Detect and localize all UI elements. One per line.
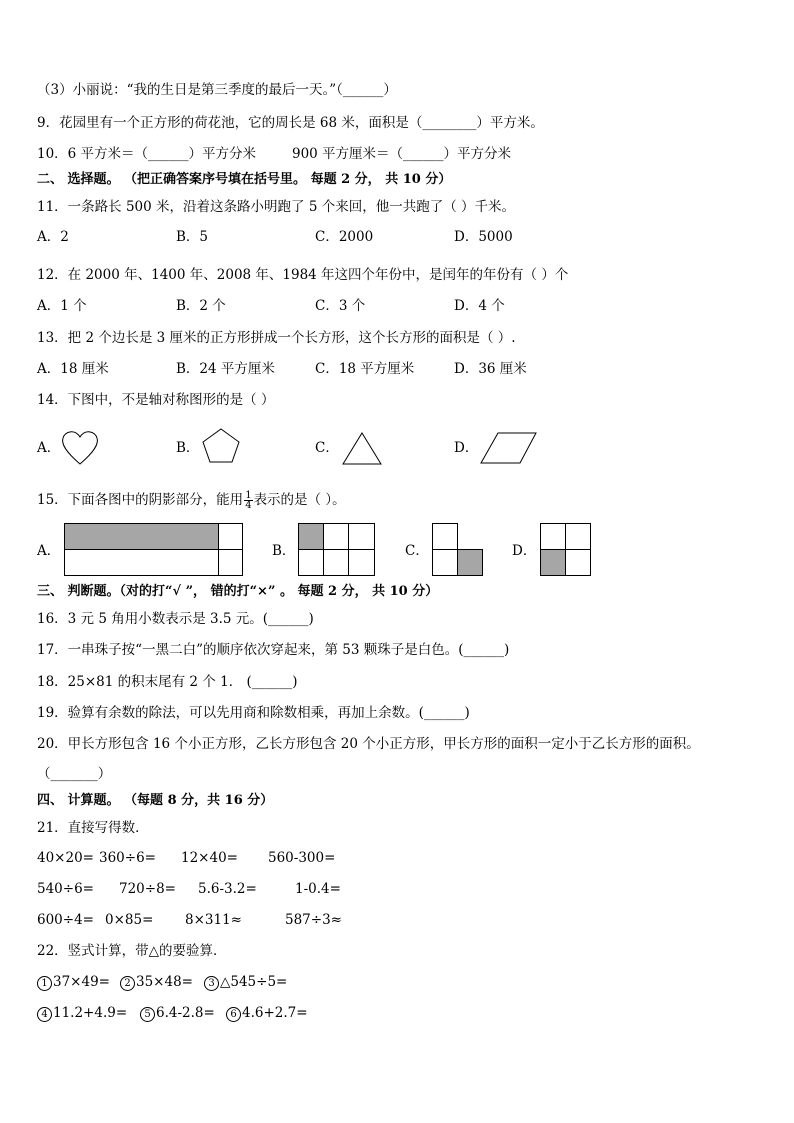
q12-option-d: D．4 个 [454, 298, 505, 314]
q13-option-b: B．24 平方厘米 [176, 361, 275, 377]
figure-b-cell [348, 523, 375, 550]
q21-item: 560-300= [268, 850, 336, 866]
question-15 [37, 489, 346, 511]
q21-item: 0×85= [105, 912, 154, 928]
question-10-part-a: 10．6 平方米＝（______）平方分米 [37, 146, 257, 162]
question-21: 21．直接写得数． [37, 820, 149, 836]
q21-item: 720÷8= [119, 881, 176, 897]
q13-option-c: C．18 平方厘米 [315, 361, 415, 377]
fraction-one-quarter [244, 491, 252, 510]
triangle-shape [340, 430, 384, 466]
q22-expression: 37×49= [53, 974, 110, 990]
q22-item-4 [37, 1004, 127, 1022]
figure-b-cell [298, 549, 324, 576]
q21-item: 1-0.4= [295, 881, 341, 897]
q15-text-post: 表示的是（ ）。 [253, 492, 346, 508]
circled-number: 5 [140, 1007, 155, 1022]
q22-expression: 4.6+2.7= [242, 1005, 308, 1021]
q14-label-c: C． [315, 440, 339, 456]
figure-b-cell [323, 549, 349, 576]
figure-d [540, 523, 591, 576]
figure-d-shaded-cell [540, 549, 566, 576]
q22-expression: 35×48= [136, 974, 193, 990]
q11-option-b: B．5 [176, 229, 209, 245]
q14-label-d: D． [454, 440, 479, 456]
question-18: 18．25×81 的积末尾有 2 个 1． (______) [37, 674, 298, 690]
q12-option-a: A．1 个 [37, 298, 87, 314]
parallelogram-shape [478, 430, 540, 466]
q21-item: 587÷3≈ [285, 912, 342, 928]
question-20: 20．甲长方形包含 16 个小正方形，乙长方形包含 20 个小正方形，甲长方形的面积一定小于乙长方形的面积。 [37, 736, 700, 752]
q21-item: 40×20= [37, 850, 94, 866]
q22-item-3 [204, 973, 287, 991]
q22-expression: 6.4-2.8= [156, 1005, 215, 1021]
figure-d-cell [565, 523, 591, 550]
q21-item: 12×40= [181, 850, 238, 866]
section-4-heading: 四、 计算题。 （每题 8 分，共 16 分） [37, 793, 274, 808]
fraction-numerator: 1 [245, 490, 252, 501]
q12-option-c: C．3 个 [315, 298, 366, 314]
q15-label-d: D． [512, 543, 537, 559]
figure-c [432, 523, 483, 576]
q15-label-a: A． [37, 543, 61, 559]
figure-b-cell [323, 523, 349, 550]
q14-label-a: A． [37, 440, 61, 456]
figure-a-shaded-cell [64, 523, 219, 550]
question-10-part-b: 900 平方厘米＝（______）平方分米 [292, 146, 512, 162]
question-12: 12．在 2000 年、1400 年、2008 年、1984 年这四个年份中，是闰年的年份有（ ）个 [37, 267, 569, 283]
heart-shape [60, 428, 100, 466]
q22-expression: △545÷5= [220, 974, 288, 990]
figure-d-cell [540, 523, 566, 550]
figure-c-cell [432, 523, 458, 550]
section-3-heading: 三、 判断题。（对的打“√ ”， 错的打“×” 。 每题 2 分， 共 10 分） [37, 584, 439, 599]
q22-item-1 [37, 973, 110, 991]
q14-label-b: B． [176, 440, 200, 456]
q22-item-6 [226, 1004, 308, 1022]
question-17: 17．一串珠子按“一黑二白”的顺序依次穿起来，第 53 颗珠子是白色。(______) [37, 642, 510, 658]
figure-a-cell [218, 549, 243, 576]
q13-option-d: D．36 厘米 [454, 361, 527, 377]
circled-number: 1 [37, 976, 52, 991]
q22-item-2 [120, 973, 193, 991]
question-20-blank: （_______） [37, 766, 112, 782]
q21-item: 540÷6= [37, 881, 94, 897]
question-11: 11．一条路长 500 米，沿着这条路小明跑了 5 个来回，他一共跑了（ ）千米。 [37, 199, 515, 215]
figure-c-shaded-cell [457, 549, 483, 576]
q12-option-b: B．2 个 [176, 298, 226, 314]
figure-b-shaded-cell [298, 523, 324, 550]
q21-item: 5.6-3.2= [198, 881, 257, 897]
q15-label-b: B． [272, 543, 296, 559]
q15-text-pre: 15．下面各图中的阴影部分，能用 [37, 492, 244, 508]
question-19: 19．验算有余数的除法，可以先用商和除数相乘，再加上余数。(______) [37, 705, 470, 721]
circled-number: 3 [204, 976, 219, 991]
figure-b-cell [348, 549, 375, 576]
question-16: 16．3 元 5 角用小数表示是 3.5 元。(______) [37, 611, 314, 627]
question-22: 22．竖式计算，带△的要验算． [37, 943, 227, 959]
q21-item: 600÷4= [37, 912, 94, 928]
circled-number: 6 [226, 1007, 241, 1022]
circled-number: 2 [120, 976, 135, 991]
figure-a [64, 523, 243, 576]
q22-item-5 [140, 1004, 215, 1022]
q11-option-a: A．2 [37, 229, 69, 245]
question-8-part-3: （3）小丽说：“我的生日是第三季度的最后一天。”（______） [37, 82, 397, 98]
q13-option-a: A．18 厘米 [37, 361, 109, 377]
q21-item: 360÷6= [99, 850, 156, 866]
question-13: 13．把 2 个边长是 3 厘米的正方形拼成一个长方形，这个长方形的面积是（ ）. [37, 330, 516, 346]
q11-option-c: C．2000 [315, 229, 374, 245]
circled-number: 4 [37, 1007, 52, 1022]
q22-expression: 11.2+4.9= [53, 1005, 128, 1021]
q11-option-d: D．5000 [454, 229, 513, 245]
figure-c-cell [432, 549, 458, 576]
figure-a-cell [64, 549, 219, 576]
section-2-heading: 二、 选择题。 （把正确答案序号填在括号里。 每题 2 分， 共 10 分） [37, 172, 452, 187]
figure-b [298, 523, 375, 576]
q21-item: 8×311≈ [185, 912, 242, 928]
figure-a-cell [218, 523, 243, 550]
q15-label-c: C． [405, 543, 429, 559]
fraction-denominator: 4 [245, 500, 252, 511]
question-14: 14．下图中，不是轴对称图形的是（ ） [37, 392, 275, 408]
pentagon-shape [200, 427, 242, 465]
figure-d-cell [565, 549, 591, 576]
question-9: 9．花园里有一个正方形的荷花池，它的周长是 68 米，面积是（________）平方米。 [37, 115, 544, 131]
